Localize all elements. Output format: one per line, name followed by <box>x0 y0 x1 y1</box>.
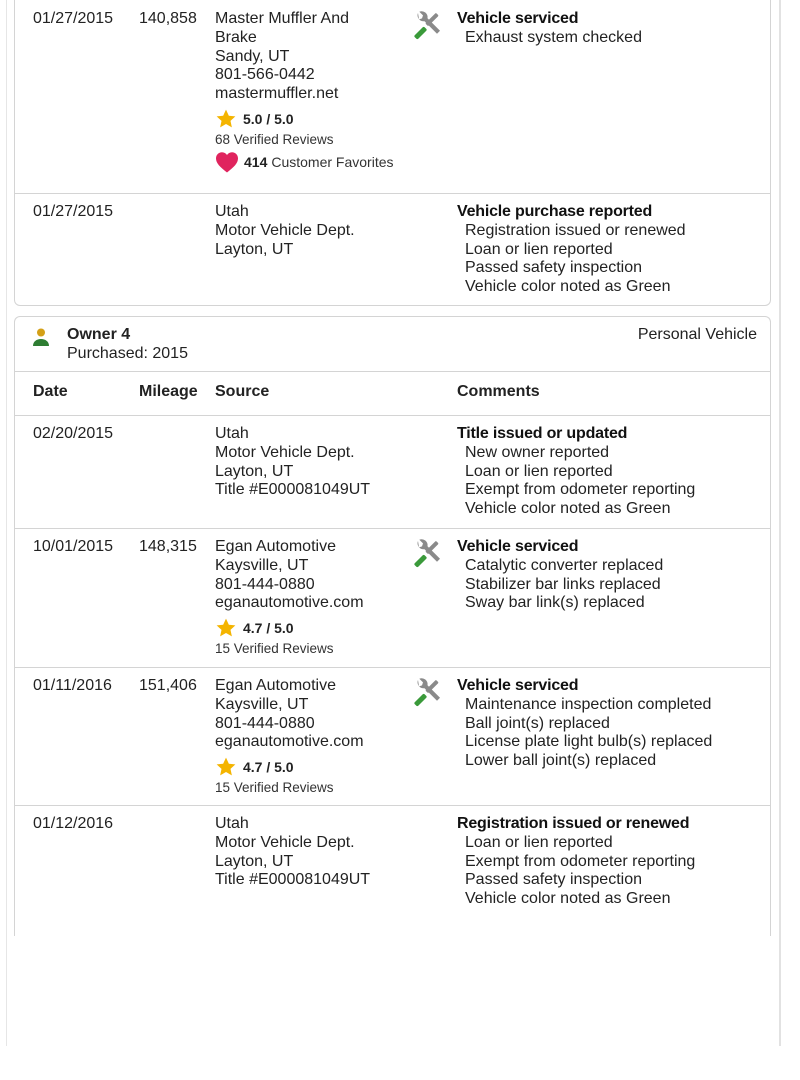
heart-icon <box>215 151 239 173</box>
source-dept: Motor Vehicle Dept. <box>215 221 355 239</box>
source-phone[interactable]: 801-444-0880 <box>215 714 315 732</box>
comment-item: Ball joint(s) replaced <box>465 714 610 732</box>
comment-item: Loan or lien reported <box>465 240 613 258</box>
comment-item: New owner reported <box>465 443 610 461</box>
row-source <box>215 538 415 658</box>
wrench-screwdriver-icon <box>413 10 445 42</box>
table-row <box>15 193 770 305</box>
comment-item: Loan or lien reported <box>465 833 613 851</box>
comment-title: Vehicle serviced <box>457 10 579 27</box>
column-header-mileage: Mileage <box>139 383 198 400</box>
comment-item: Loan or lien reported <box>465 462 613 480</box>
row-date: 01/27/2015 <box>33 10 114 27</box>
source-location: Kaysville, UT <box>215 556 309 574</box>
source-location: Layton, UT <box>215 462 294 480</box>
page-edge-left <box>6 0 7 1046</box>
owner-vehicle-type: Personal Vehicle <box>637 326 757 343</box>
table-row <box>15 415 770 529</box>
comment-item: Sway bar link(s) replaced <box>465 594 645 612</box>
owner-title: Owner 4 <box>67 326 131 343</box>
row-source <box>215 677 415 797</box>
comment-item: Maintenance inspection completed <box>465 695 712 713</box>
verified-reviews-link[interactable]: 15 Verified Reviews <box>215 780 334 796</box>
wrench-screwdriver-icon <box>413 538 445 570</box>
history-card-previous-owner <box>14 0 771 306</box>
comment-item: Lower ball joint(s) replaced <box>465 752 657 770</box>
comment-item: Stabilizer bar links replaced <box>465 575 661 593</box>
comment-title: Title issued or updated <box>457 425 628 442</box>
source-location: Sandy, UT <box>215 47 290 65</box>
star-icon <box>215 617 237 639</box>
owner-purchased: Purchased: 2015 <box>67 345 188 362</box>
source-location: Layton, UT <box>215 852 294 870</box>
row-source <box>215 815 415 890</box>
column-header-source: Source <box>215 383 270 400</box>
comment-item: Passed safety inspection <box>465 871 642 889</box>
row-comments <box>457 10 767 48</box>
row-comments <box>457 677 767 771</box>
row-comments <box>457 425 767 519</box>
source-location: Layton, UT <box>215 240 294 258</box>
source-title-number: Title #E000081049UT <box>215 871 371 889</box>
row-source <box>215 203 415 259</box>
owner-header <box>15 317 770 372</box>
row-source <box>215 10 415 173</box>
source-name: Utah <box>215 203 249 220</box>
source-website[interactable]: mastermuffler.net <box>215 85 339 103</box>
source-name: Egan Automotive <box>215 538 336 555</box>
favorites-count: 414 <box>244 153 268 170</box>
source-phone[interactable]: 801-444-0880 <box>215 575 315 593</box>
star-icon <box>215 108 237 130</box>
source-dept: Motor Vehicle Dept. <box>215 443 355 461</box>
row-mileage: 140,858 <box>139 10 197 27</box>
comment-title: Vehicle purchase reported <box>457 203 653 220</box>
customer-favorites <box>215 151 415 173</box>
source-name: Egan Automotive <box>215 677 336 694</box>
page-edge-right <box>779 0 781 1046</box>
source-name-line1: Master Muffler And <box>215 10 349 27</box>
row-source <box>215 425 415 500</box>
column-header-comments: Comments <box>457 383 540 400</box>
table-row <box>15 0 770 194</box>
table-header <box>15 371 770 416</box>
table-row <box>15 667 770 806</box>
row-comments <box>457 815 767 909</box>
row-date: 01/12/2016 <box>33 815 114 832</box>
comment-item: Vehicle color noted as Green <box>465 278 671 296</box>
comment-item: License plate light bulb(s) replaced <box>465 733 713 751</box>
comment-title: Vehicle serviced <box>457 677 579 694</box>
comment-item: Exempt from odometer reporting <box>465 481 696 499</box>
row-mileage: 151,406 <box>139 677 197 694</box>
rating <box>215 617 415 639</box>
row-comments <box>457 203 767 297</box>
comment-item: Vehicle color noted as Green <box>465 500 671 518</box>
source-location: Kaysville, UT <box>215 695 309 713</box>
rating <box>215 756 415 778</box>
rating-value: 4.7 / 5.0 <box>243 619 294 636</box>
source-title-number: Title #E000081049UT <box>215 481 371 499</box>
comment-item: Exhaust system checked <box>465 28 642 46</box>
verified-reviews-link[interactable]: 15 Verified Reviews <box>215 641 334 657</box>
column-header-date: Date <box>33 383 68 400</box>
star-icon <box>215 756 237 778</box>
comment-item: Registration issued or renewed <box>465 221 686 239</box>
verified-reviews-link[interactable]: 68 Verified Reviews <box>215 131 334 147</box>
comment-item: Passed safety inspection <box>465 259 642 277</box>
source-dept: Motor Vehicle Dept. <box>215 833 355 851</box>
source-phone[interactable]: 801-566-0442 <box>215 66 315 84</box>
person-icon <box>31 327 51 347</box>
comment-item: Catalytic converter replaced <box>465 556 664 574</box>
source-name-line2: Brake <box>215 28 257 46</box>
row-date: 02/20/2015 <box>33 425 114 442</box>
source-website[interactable]: eganautomotive.com <box>215 594 364 612</box>
favorites-label: Customer Favorites <box>271 153 394 170</box>
comment-title: Vehicle serviced <box>457 538 579 555</box>
rating <box>215 108 415 130</box>
comment-item: Exempt from odometer reporting <box>465 852 696 870</box>
source-website[interactable]: eganautomotive.com <box>215 733 364 751</box>
table-row <box>15 805 770 937</box>
owner-card <box>14 316 771 936</box>
source-name: Utah <box>215 815 249 832</box>
rating-value: 5.0 / 5.0 <box>243 110 294 127</box>
row-date: 01/27/2015 <box>33 203 114 220</box>
wrench-screwdriver-icon <box>413 677 445 709</box>
table-row <box>15 528 770 668</box>
source-name: Utah <box>215 425 249 442</box>
row-date: 01/11/2016 <box>33 677 112 694</box>
comment-item: Vehicle color noted as Green <box>465 890 671 908</box>
row-mileage: 148,315 <box>139 538 197 555</box>
rating-value: 4.7 / 5.0 <box>243 758 294 775</box>
row-comments <box>457 538 767 613</box>
comment-title: Registration issued or renewed <box>457 815 690 832</box>
row-date: 10/01/2015 <box>33 538 114 555</box>
